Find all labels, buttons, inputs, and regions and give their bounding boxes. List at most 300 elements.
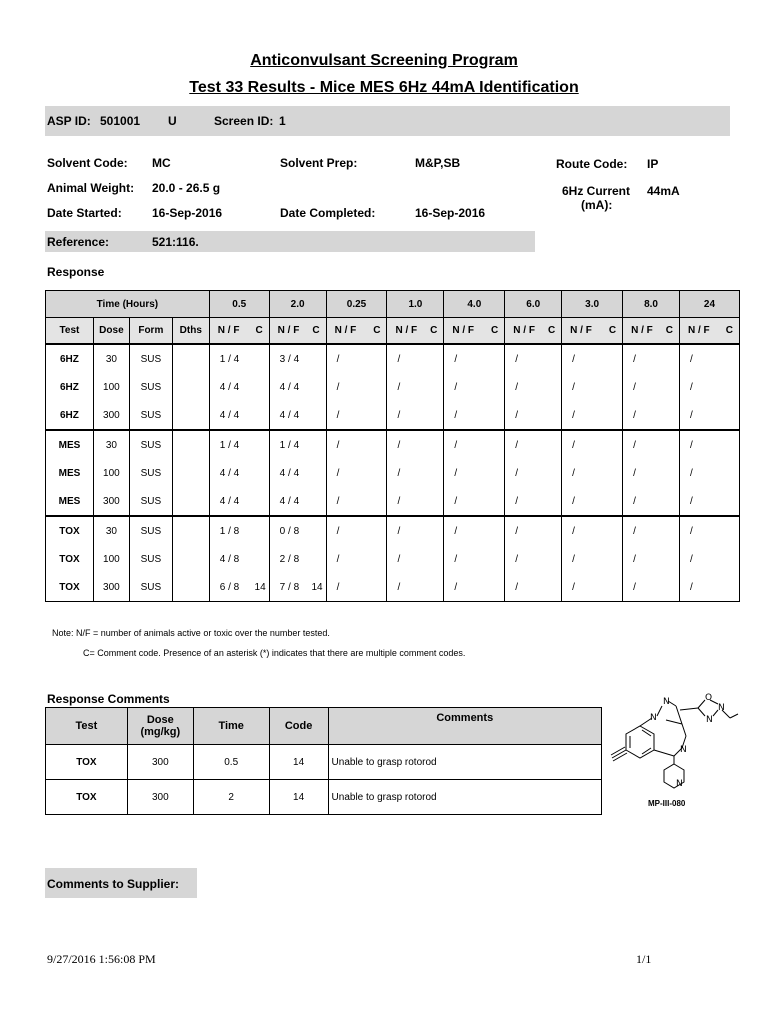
row-nf-cell xyxy=(269,344,326,373)
row-nf-cell xyxy=(623,459,680,487)
row-test: MES xyxy=(46,459,94,487)
nf-value: / xyxy=(397,409,401,421)
nf-value: / xyxy=(689,409,693,421)
nf-value: / xyxy=(689,553,693,565)
table-row xyxy=(46,459,740,487)
nf-value: / xyxy=(336,381,340,393)
row-nf-cell xyxy=(387,516,444,545)
screen-id-value: 1 xyxy=(279,114,286,128)
row-nf-cell xyxy=(623,430,680,459)
row-nf-cell xyxy=(326,430,387,459)
nf-value: / xyxy=(336,439,340,451)
row-dths xyxy=(172,430,209,459)
asp-id-label: ASP ID: xyxy=(47,114,91,128)
nf-value: / xyxy=(397,467,401,479)
nf-value: / xyxy=(689,381,693,393)
row-nf-cell xyxy=(444,573,505,602)
row-nf-cell xyxy=(269,401,326,430)
nf-value: / xyxy=(397,353,401,365)
time-col-header: 4.0 xyxy=(444,291,505,318)
time-col-header: 3.0 xyxy=(562,291,623,318)
row-dose: 100 xyxy=(93,373,129,401)
row-nf-cell xyxy=(209,487,269,516)
row-nf-cell xyxy=(562,545,623,573)
row-nf-cell xyxy=(444,516,505,545)
row-nf-cell xyxy=(679,459,739,487)
nf-value: / xyxy=(515,439,519,451)
row-form: SUS xyxy=(129,344,172,373)
comment-code-value: 14 xyxy=(311,581,323,593)
footer-page-number: 1/1 xyxy=(636,952,652,966)
nf-value: 0 / 8 xyxy=(279,525,300,537)
solvent-prep-value: M&P,SB xyxy=(415,156,461,170)
row-nf-cell xyxy=(269,573,326,602)
c-label: C xyxy=(725,325,733,336)
animal-weight-value: 20.0 - 26.5 g xyxy=(152,181,221,195)
row-nf-cell xyxy=(209,430,269,459)
note-line-1: Note: N/F = number of animals active or toxic over the number tested. xyxy=(52,628,330,638)
nf-label: N / F xyxy=(277,325,300,336)
row-test: MES xyxy=(46,487,94,516)
nf-value: 1 / 8 xyxy=(219,525,240,537)
table-row xyxy=(46,373,740,401)
current-value: 44mA xyxy=(647,184,680,198)
row-nf-cell xyxy=(505,401,562,430)
row-nf-cell xyxy=(505,373,562,401)
row-form: SUS xyxy=(129,401,172,430)
row-nf-cell xyxy=(679,430,739,459)
nf-value: / xyxy=(689,525,693,537)
nf-value: / xyxy=(572,353,575,365)
solvent-prep-label: Solvent Prep: xyxy=(280,156,358,170)
atom-o: O xyxy=(705,693,713,703)
row-dths xyxy=(172,545,209,573)
row-nf-cell xyxy=(505,459,562,487)
cmt-dose: 300 xyxy=(127,780,193,815)
nf-value: 1 / 4 xyxy=(279,439,300,451)
row-test: TOX xyxy=(46,516,94,545)
row-nf-cell xyxy=(562,430,623,459)
nf-value: / xyxy=(515,467,519,479)
row-nf-cell xyxy=(269,545,326,573)
compound-label: MP-III-080 xyxy=(648,799,686,808)
nf-c-header xyxy=(209,318,269,345)
row-dths xyxy=(172,516,209,545)
nf-value: 4 / 4 xyxy=(279,495,300,507)
time-col-header: 2.0 xyxy=(269,291,326,318)
program-title: Anticonvulsant Screening Program xyxy=(250,52,518,69)
nf-value: / xyxy=(515,409,519,421)
row-nf-cell xyxy=(623,573,680,602)
row-nf-cell xyxy=(562,344,623,373)
row-nf-cell xyxy=(679,573,739,602)
row-nf-cell xyxy=(679,487,739,516)
nf-value: / xyxy=(336,553,340,565)
row-nf-cell xyxy=(505,430,562,459)
nf-value: / xyxy=(454,409,458,421)
row-dose: 300 xyxy=(93,401,129,430)
row-dths xyxy=(172,573,209,602)
nf-value: / xyxy=(397,439,401,451)
table-row xyxy=(46,487,740,516)
nf-value: / xyxy=(454,381,458,393)
time-col-header: 6.0 xyxy=(505,291,562,318)
date-completed-value: 16-Sep-2016 xyxy=(415,206,486,220)
nf-c-header xyxy=(562,318,623,345)
row-nf-cell xyxy=(387,573,444,602)
row-nf-cell xyxy=(444,344,505,373)
asp-id-value: 501001 xyxy=(100,114,141,128)
row-dose: 100 xyxy=(93,459,129,487)
row-dths xyxy=(172,344,209,373)
row-test: 6HZ xyxy=(46,373,94,401)
nf-label: N / F xyxy=(334,325,357,336)
nf-c-header xyxy=(444,318,505,345)
row-nf-cell xyxy=(679,516,739,545)
c-label: C xyxy=(665,325,673,336)
row-nf-cell xyxy=(679,545,739,573)
nf-value: / xyxy=(454,553,458,565)
nf-value: / xyxy=(336,353,340,365)
nf-value: / xyxy=(633,381,636,393)
row-nf-cell xyxy=(269,430,326,459)
nf-value: / xyxy=(689,495,693,507)
row-nf-cell xyxy=(444,459,505,487)
nf-label: N / F xyxy=(631,325,653,336)
row-form: SUS xyxy=(129,487,172,516)
row-test: TOX xyxy=(46,545,94,573)
row-nf-cell xyxy=(623,545,680,573)
row-nf-cell xyxy=(269,373,326,401)
nf-value: / xyxy=(397,525,401,537)
nf-value: / xyxy=(515,495,519,507)
footer-timestamp: 9/27/2016 1:56:08 PM xyxy=(47,952,156,966)
row-dose: 30 xyxy=(93,516,129,545)
nf-value: / xyxy=(454,467,458,479)
row-nf-cell xyxy=(326,516,387,545)
route-code-value: IP xyxy=(647,157,659,171)
row-nf-cell xyxy=(209,401,269,430)
nf-value: / xyxy=(336,467,340,479)
nf-value: / xyxy=(397,581,401,593)
row-form: SUS xyxy=(129,516,172,545)
nf-value: / xyxy=(633,439,636,451)
nf-value: / xyxy=(689,581,693,593)
nf-value: 2 / 8 xyxy=(279,553,300,565)
nf-value: / xyxy=(515,525,519,537)
row-nf-cell xyxy=(326,545,387,573)
note-line-2: C= Comment code. Presence of an asterisk (*) indicates that there are multiple comment codes. xyxy=(83,648,466,658)
nf-value: / xyxy=(633,409,636,421)
nf-value: / xyxy=(336,409,340,421)
row-nf-cell xyxy=(505,487,562,516)
row-nf-cell xyxy=(679,373,739,401)
nf-value: 4 / 4 xyxy=(279,381,300,393)
row-dose: 30 xyxy=(93,344,129,373)
nf-c-header xyxy=(326,318,387,345)
supplier-label: Comments to Supplier: xyxy=(47,877,180,891)
nf-value: / xyxy=(572,525,575,537)
row-nf-cell xyxy=(623,344,680,373)
row-nf-cell xyxy=(505,545,562,573)
nf-value: / xyxy=(633,495,636,507)
atom-n4: N xyxy=(706,715,713,725)
nf-c-header xyxy=(387,318,444,345)
row-nf-cell xyxy=(623,373,680,401)
c-label: C xyxy=(373,325,381,336)
row-form: SUS xyxy=(129,573,172,602)
time-col-header: 0.5 xyxy=(209,291,269,318)
row-nf-cell xyxy=(269,516,326,545)
atom-n1: N xyxy=(650,713,657,723)
comments-table xyxy=(45,707,602,815)
cmt-code-header: Code xyxy=(269,708,328,745)
reference-value: 521:116. xyxy=(152,235,199,249)
nf-value: / xyxy=(689,439,693,451)
id-band xyxy=(45,106,730,136)
asp-flag: U xyxy=(168,114,177,128)
c-label: C xyxy=(608,325,617,336)
cmt-test: TOX xyxy=(46,780,128,815)
nf-label: N / F xyxy=(570,325,592,336)
nf-value: / xyxy=(397,495,401,507)
row-nf-cell xyxy=(209,516,269,545)
row-form: SUS xyxy=(129,545,172,573)
nf-value: 6 / 8 xyxy=(219,581,240,593)
row-form: SUS xyxy=(129,430,172,459)
row-form: SUS xyxy=(129,459,172,487)
row-nf-cell xyxy=(505,344,562,373)
c-label: C xyxy=(312,325,320,336)
nf-value: 4 / 4 xyxy=(219,495,240,507)
row-nf-cell xyxy=(444,487,505,516)
nf-value: / xyxy=(633,525,636,537)
row-nf-cell xyxy=(387,373,444,401)
comment-code-value: 14 xyxy=(254,581,266,593)
date-started-value: 16-Sep-2016 xyxy=(152,206,223,220)
row-nf-cell xyxy=(562,401,623,430)
nf-value: / xyxy=(572,495,575,507)
atom-n5: N xyxy=(680,745,687,755)
nf-value: / xyxy=(633,581,636,593)
row-nf-cell xyxy=(387,545,444,573)
atom-n2: N xyxy=(663,697,670,707)
row-dose: 100 xyxy=(93,545,129,573)
reference-label: Reference: xyxy=(47,235,110,249)
row-nf-cell xyxy=(387,401,444,430)
nf-c-header xyxy=(505,318,562,345)
cmt-code: 14 xyxy=(269,780,328,815)
solvent-code-value: MC xyxy=(152,156,171,170)
table-row xyxy=(46,545,740,573)
table-row xyxy=(46,344,740,373)
row-nf-cell xyxy=(326,573,387,602)
row-nf-cell xyxy=(562,516,623,545)
row-nf-cell xyxy=(387,430,444,459)
nf-label: N / F xyxy=(217,325,240,336)
atom-n3: N xyxy=(718,703,725,713)
row-dose: 300 xyxy=(93,487,129,516)
row-nf-cell xyxy=(387,459,444,487)
nf-label: N / F xyxy=(452,325,475,336)
cmt-time: 0.5 xyxy=(193,745,269,780)
nf-value: / xyxy=(689,467,693,479)
nf-value: 4 / 4 xyxy=(279,467,300,479)
c-label: C xyxy=(547,325,556,336)
nf-value: / xyxy=(572,467,575,479)
row-nf-cell xyxy=(326,344,387,373)
nf-value: / xyxy=(572,553,575,565)
cmt-time-header: Time xyxy=(193,708,269,745)
row-nf-cell xyxy=(444,430,505,459)
nf-c-header xyxy=(623,318,680,345)
nf-c-header xyxy=(679,318,739,345)
row-nf-cell xyxy=(562,487,623,516)
current-label-unit: (mA): xyxy=(581,198,613,212)
nf-value: / xyxy=(633,353,636,365)
row-nf-cell xyxy=(209,459,269,487)
row-nf-cell xyxy=(326,401,387,430)
comment-row xyxy=(46,745,602,780)
row-nf-cell xyxy=(505,516,562,545)
nf-value: / xyxy=(336,525,340,537)
nf-value: / xyxy=(572,409,575,421)
nf-value: / xyxy=(572,381,575,393)
row-nf-cell xyxy=(387,344,444,373)
nf-value: / xyxy=(397,553,401,565)
cmt-comment: Unable to grasp rotorod xyxy=(328,780,601,815)
nf-value: 4 / 4 xyxy=(279,409,300,421)
row-nf-cell xyxy=(562,573,623,602)
nf-value: / xyxy=(572,439,575,451)
nf-value: 4 / 4 xyxy=(219,467,240,479)
nf-value: / xyxy=(633,467,636,479)
nf-value: / xyxy=(397,381,401,393)
row-nf-cell xyxy=(326,373,387,401)
report-title: Test 33 Results - Mice MES 6Hz 44mA Identification xyxy=(189,79,579,96)
nf-value: / xyxy=(454,525,458,537)
nf-value: 4 / 4 xyxy=(219,409,240,421)
row-nf-cell xyxy=(326,459,387,487)
date-started-label: Date Started: xyxy=(47,206,122,220)
nf-value: / xyxy=(689,353,693,365)
c-label: C xyxy=(491,325,499,336)
row-nf-cell xyxy=(387,487,444,516)
table-row xyxy=(46,516,740,545)
row-form: SUS xyxy=(129,373,172,401)
nf-label: N / F xyxy=(513,325,535,336)
row-test: 6HZ xyxy=(46,401,94,430)
screen-id-label: Screen ID: xyxy=(214,114,274,128)
cmt-comments-header: Comments xyxy=(328,708,601,745)
nf-value: 7 / 8 xyxy=(279,581,300,593)
row-dths xyxy=(172,459,209,487)
cmt-dose-header: Dose (mg/kg) xyxy=(127,708,193,745)
reference-band xyxy=(45,231,535,252)
cmt-dose: 300 xyxy=(127,745,193,780)
nf-c-header xyxy=(269,318,326,345)
cmt-comment: Unable to grasp rotorod xyxy=(328,745,601,780)
nf-value: 4 / 8 xyxy=(219,553,240,565)
nf-value: / xyxy=(454,439,458,451)
row-nf-cell xyxy=(679,344,739,373)
time-col-header: 8.0 xyxy=(623,291,680,318)
time-header: Time (Hours) xyxy=(46,291,210,318)
comment-row xyxy=(46,780,602,815)
nf-value: / xyxy=(515,581,519,593)
row-nf-cell xyxy=(623,516,680,545)
cmt-code: 14 xyxy=(269,745,328,780)
row-test: TOX xyxy=(46,573,94,602)
nf-value: / xyxy=(336,495,340,507)
col-test-header: Test xyxy=(46,318,94,345)
table-row xyxy=(46,573,740,602)
row-nf-cell xyxy=(269,487,326,516)
row-nf-cell xyxy=(209,373,269,401)
row-nf-cell xyxy=(562,459,623,487)
row-dths xyxy=(172,373,209,401)
animal-weight-label: Animal Weight: xyxy=(47,181,135,195)
row-nf-cell xyxy=(623,401,680,430)
nf-value: 1 / 4 xyxy=(219,353,240,365)
col-dose-header: Dose xyxy=(93,318,129,345)
solvent-code-label: Solvent Code: xyxy=(47,156,128,170)
nf-value: / xyxy=(454,353,458,365)
time-col-header: 0.25 xyxy=(326,291,387,318)
row-nf-cell xyxy=(623,487,680,516)
row-nf-cell xyxy=(209,573,269,602)
row-dose: 30 xyxy=(93,430,129,459)
molecule-structure-image xyxy=(610,690,740,812)
nf-value: / xyxy=(515,353,519,365)
cmt-test-header: Test xyxy=(46,708,128,745)
col-dths-header: Dths xyxy=(172,318,209,345)
col-form-header: Form xyxy=(129,318,172,345)
row-dths xyxy=(172,487,209,516)
row-nf-cell xyxy=(444,373,505,401)
date-completed-label: Date Completed: xyxy=(280,206,376,220)
atom-n6: N xyxy=(676,779,683,789)
nf-value: / xyxy=(454,581,458,593)
row-nf-cell xyxy=(444,401,505,430)
nf-value: / xyxy=(454,495,458,507)
nf-value: / xyxy=(515,553,519,565)
row-nf-cell xyxy=(562,373,623,401)
response-section-title: Response xyxy=(47,265,105,279)
c-label: C xyxy=(255,325,263,336)
nf-value: / xyxy=(515,381,519,393)
supplier-band xyxy=(45,868,197,898)
response-comments-title: Response Comments xyxy=(47,692,170,706)
time-col-header: 1.0 xyxy=(387,291,444,318)
current-label: 6Hz Current xyxy=(562,184,631,198)
cmt-test: TOX xyxy=(46,745,128,780)
nf-value: 1 / 4 xyxy=(219,439,240,451)
row-nf-cell xyxy=(209,344,269,373)
row-nf-cell xyxy=(679,401,739,430)
nf-value: 3 / 4 xyxy=(279,353,300,365)
row-dths xyxy=(172,401,209,430)
nf-value: / xyxy=(336,581,340,593)
nf-label: N / F xyxy=(687,325,710,336)
row-test: MES xyxy=(46,430,94,459)
row-nf-cell xyxy=(209,545,269,573)
row-nf-cell xyxy=(444,545,505,573)
table-row xyxy=(46,401,740,430)
nf-label: N / F xyxy=(395,325,418,336)
nf-value: / xyxy=(633,553,636,565)
row-test: 6HZ xyxy=(46,344,94,373)
